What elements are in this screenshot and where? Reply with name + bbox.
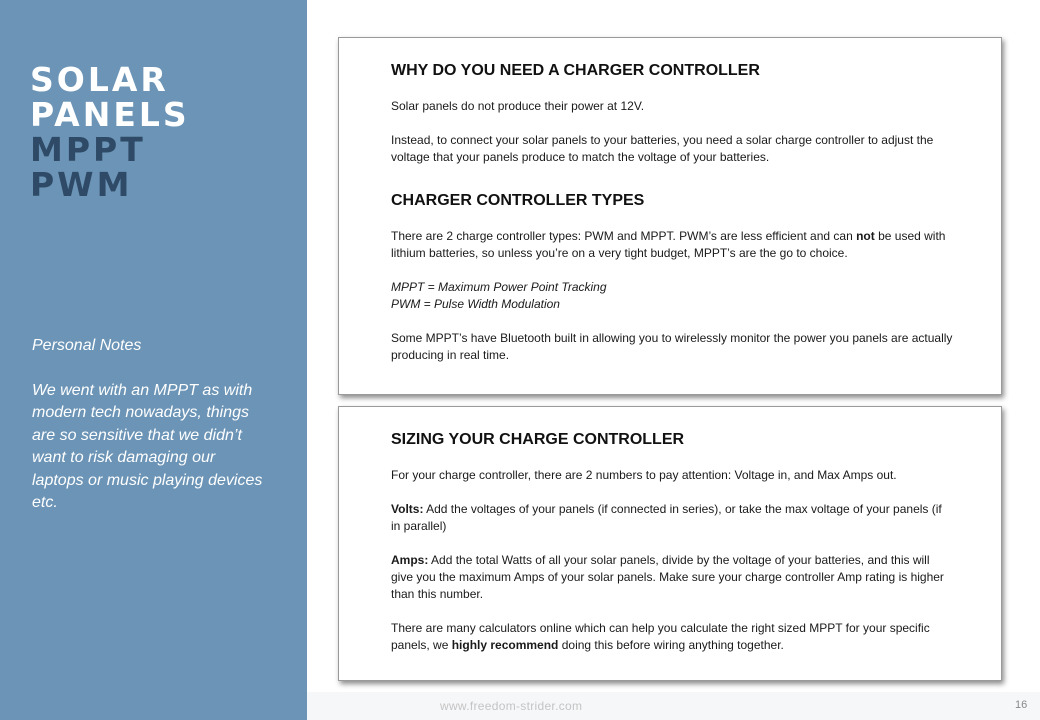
notes-heading: Personal Notes bbox=[32, 337, 142, 354]
notes-body: We went with an MPPT as with modern tech nowadays, things are so sensitive that we didn’t want to risk damaging our laptops or music playing devices etc. bbox=[32, 381, 263, 511]
pwm-definition: PWM = Pulse Width Modulation bbox=[391, 297, 560, 311]
charger-controller-card bbox=[338, 37, 1002, 395]
section-heading-types: CHARGER CONTROLLER TYPES bbox=[391, 192, 645, 209]
footer-bar bbox=[307, 692, 1040, 720]
amps-paragraph bbox=[391, 552, 953, 603]
calculators-text-a: There are many calculators online which can help you calculate the right sized MPPT for your specific panels, we bbox=[391, 621, 930, 652]
title-line-panels: PANELS bbox=[30, 95, 190, 134]
types-text-a: There are 2 charge controller types: PWM and MPPT. PWM’s are less efficient and can bbox=[391, 229, 857, 243]
calculators-text-bold: highly recommend bbox=[451, 638, 559, 652]
footer-url[interactable]: www.freedom-strider.com bbox=[440, 699, 583, 713]
calculators-text-b: doing this before wiring anything together. bbox=[558, 638, 784, 652]
volts-text: Add the voltages of your panels (if connected in series), or take the max voltage of your panels (if in parallel) bbox=[391, 502, 942, 533]
calculators-paragraph bbox=[391, 620, 953, 654]
section-heading-why: WHY DO YOU NEED A CHARGER CONTROLLER bbox=[391, 62, 760, 79]
section-heading-sizing: SIZING YOUR CHARGE CONTROLLER bbox=[391, 431, 685, 448]
sizing-controller-card bbox=[338, 406, 1002, 681]
volts-label: Volts: bbox=[391, 502, 424, 516]
types-text-bold: not bbox=[856, 229, 875, 243]
page-number: 16 bbox=[1015, 699, 1028, 711]
title-line-mppt: MPPT bbox=[30, 130, 146, 169]
sizing-paragraph-1: For your charge controller, there are 2 numbers to pay attention: Voltage in, and Max Amps out. bbox=[391, 468, 897, 482]
why-paragraph-2: Instead, to connect your solar panels to your batteries, you need a solar charge controller to adjust the voltage that your panels produce to match the voltage of your batteries. bbox=[391, 133, 934, 164]
types-text-b: be used with lithium batteries, so unless you’re on a very tight budget, MPPT’s are the go to choice. bbox=[391, 229, 946, 260]
types-paragraph-1 bbox=[391, 228, 953, 262]
personal-notes bbox=[32, 335, 264, 515]
amps-text: Add the total Watts of all your solar panels, divide by the voltage of your batteries, and this will give you the maximum Amps of your solar panels. Make sure your charge controller Amp rating is higher than this number. bbox=[391, 553, 944, 601]
sidebar-panel bbox=[0, 0, 307, 720]
amps-label: Amps: bbox=[391, 553, 429, 567]
mppt-definition: MPPT = Maximum Power Point Tracking bbox=[391, 280, 607, 294]
page-title bbox=[30, 62, 190, 202]
bluetooth-paragraph: Some MPPT’s have Bluetooth built in allowing you to wirelessly monitor the power you panels are actually producing in real time. bbox=[391, 331, 953, 362]
title-line-solar: SOLAR bbox=[30, 60, 169, 99]
why-paragraph-1: Solar panels do not produce their power at 12V. bbox=[391, 99, 645, 113]
volts-paragraph bbox=[391, 501, 953, 535]
title-line-pwm: PWM bbox=[30, 165, 133, 204]
